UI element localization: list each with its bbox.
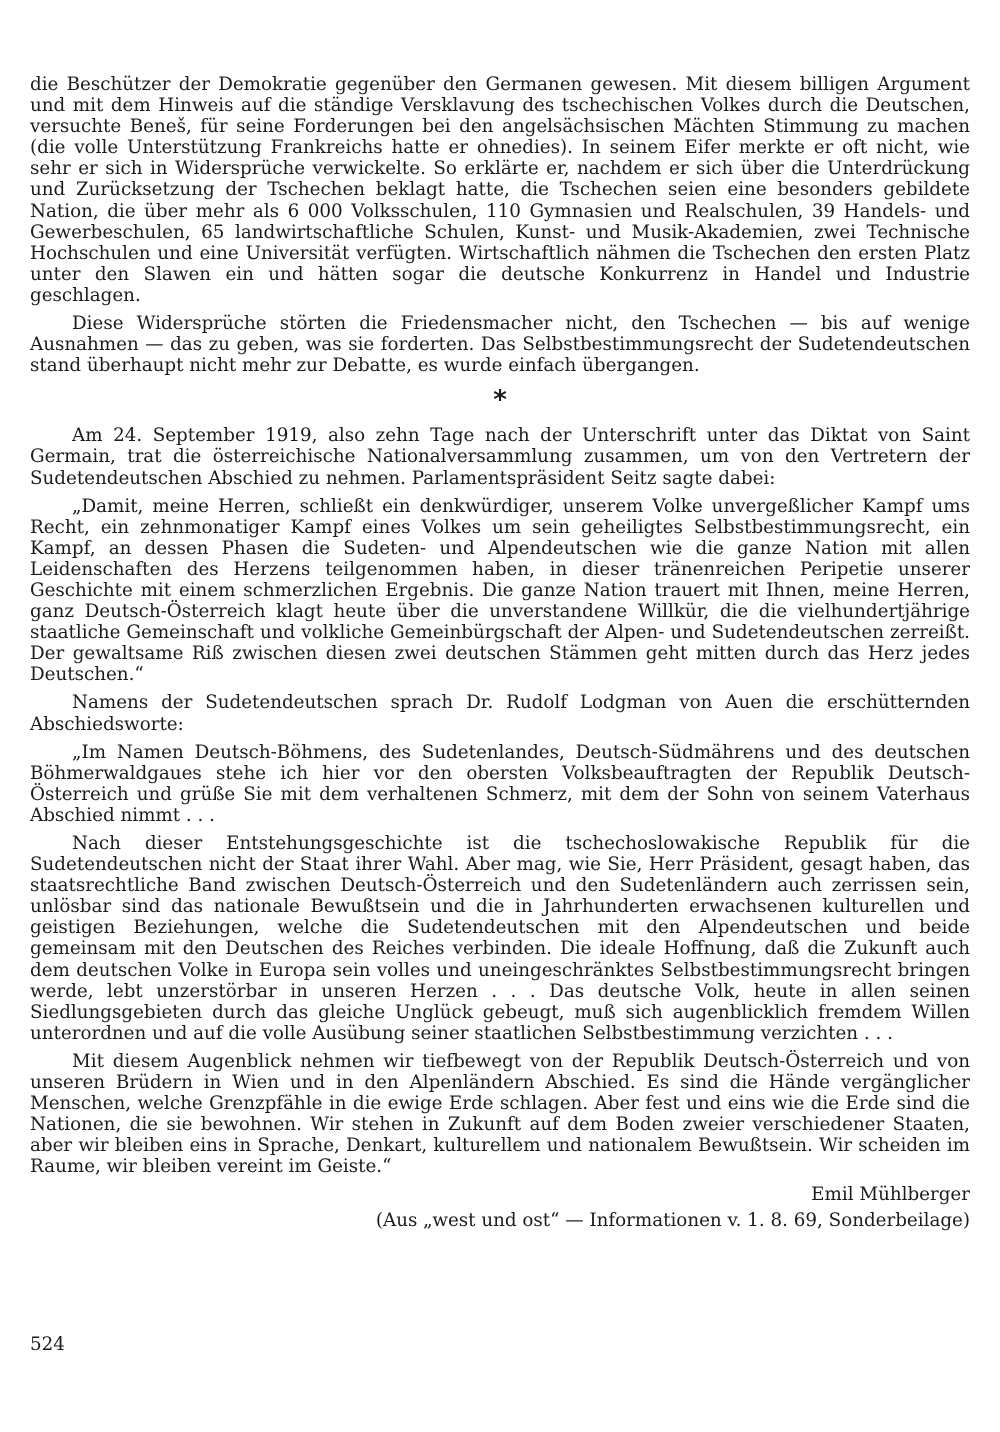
quote-lodgman-1: „Im Namen Deutsch-Böhmens, des Sudetenlandes, Deutsch-Südmährens und des deutschen Böhmerwaldgaues stehe ich hier vor den obersten Volksbeauftragten der Republik Deutsch-Österreich und grüße Sie mit dem verhaltenen Schmerz, mit dem der Sohn von seinem Vaterhaus Abschied nimmt . . . (30, 741, 970, 826)
document-page (30, 74, 970, 1231)
section-separator-asterisk: * (493, 385, 507, 416)
author-signature: Emil Mühlberger (811, 1183, 970, 1205)
paragraph-5: Namens der Sudetendeutschen sprach Dr. Rudolf Lodgman von Auen die erschütternden Abschiedsworte: (30, 692, 970, 735)
quote-lodgman-2: Nach dieser Entstehungsgeschichte ist die tschechoslowakische Republik für die Sudetendeutschen nicht der Staat ihrer Wahl. Aber mag, wie Sie, Herr Präsident, gesagt haben, das staatsrechtliche Band zwischen Deutsch-Österreich und den Sudetenländern auch zerrissen sein, unlösbar sind das nationale Bewußtsein und die in Jahrhunderten erwachsenen kulturellen und geistigen Beziehungen, welche die Sudetendeutschen mit den Alpendeutschen und beide gemeinsam mit den Deutschen des Reiches verbinden. Die ideale Hoffnung, daß die Zukunft auch dem deutschen Volke in Europa sein volles und uneingeschränktes Selbstbestimmungsrecht bringen werde, lebt unzerstörbar in unseren Herzen . . . Das deutsche Volk, heute in allen seinen Siedlungsgebieten durch das gleiche Unglück gebeugt, muß sich augenblicklich fremdem Willen unterordnen und auf die volle Ausübung seiner staatlichen Selbstbestimmung verzichten . . . (30, 833, 970, 1044)
quote-seitz: „Damit, meine Herren, schließt ein denkwürdiger, unserem Volke unvergeßlicher Kampf ums Recht, ein zehnmonatiger Kampf eines Volkes um sein geheiligtes Selbstbestimmungsrecht, ein Kampf, an dessen Phasen die Sudeten- und Alpendeutschen wie die ganze Nation mit allen Leidenschaften des Herzens teilgenommen haben, in dieser tränenreichen Peripetie unserer Geschichte mit einem schmerzlichen Ergebnis. Die ganze Nation trauert mit Ihnen, meine Herren, ganz Deutsch-Österreich klagt heute über die unverstandene Willkür, die die vielhundertjährige staatliche Gemeinschaft und volkliche Gemeinbürgschaft der Alpen- und Sudetendeutschen zerreißt. Der gewaltsame Riß zwischen diesen zwei deutschen Stämmen geht mitten durch das Herz jedes Deutschen.“ (30, 495, 970, 686)
paragraph-3: Am 24. September 1919, also zehn Tage nach der Unterschrift unter das Diktat von Saint Germain, trat die österreichische Nationalversammlung zusammen, um von den Vertretern der Sudetendeutschen Abschied zu nehmen. Parlamentspräsident Seitz sagte dabei: (30, 425, 970, 489)
page-number: 524 (30, 1334, 65, 1355)
paragraph-2: Diese Widersprüche störten die Friedensmacher nicht, den Tschechen — bis auf wenige Ausnahmen — das zu geben, was sie forderten. Das Selbstbestimmungsrecht der Sudetendeutschen stand überhaupt nicht mehr zur Debatte, es wurde einfach übergangen. (30, 313, 970, 377)
paragraph-1: die Beschützer der Demokratie gegenüber den Germanen gewesen. Mit diesem billigen Argument und mit dem Hinweis auf die ständige Versklavung des tschechischen Volkes durch die Deutschen, versuchte Beneš, für seine Forderungen bei den angelsächsischen Mächten Stimmung zu machen (die volle Unterstützung Frankreichs hatte er ohnedies). In seinem Eifer merkte er oft nicht, wie sehr er sich in Widersprüche verwickelte. So erklärte er, nachdem er sich über die Unterdrückung und Zurücksetzung der Tschechen beklagt hatte, die Tschechen seien eine besonders gebildete Nation, die über mehr als 6 000 Volksschulen, 110 Gymnasien und Realschulen, 39 Handels- und Gewerbeschulen, 65 landwirtschaftliche Schulen, Kunst- und Musik-Akademien, zwei Technische Hochschulen und eine Universität verfügten. Wirtschaftlich nähmen die Tschechen den ersten Platz unter den Slawen ein und hätten sogar die deutsche Konkurrenz in Handel und Industrie geschlagen. (30, 74, 970, 306)
source-citation: (Aus „west und ost“ — Informationen v. 1. 8. 69, Sonderbeilage) (375, 1209, 970, 1231)
quote-lodgman-3: Mit diesem Augenblick nehmen wir tiefbewegt von der Republik Deutsch-Österreich und von unseren Brüdern in Wien und in den Alpenländern Abschied. Es sind die Hände vergänglicher Menschen, welche Grenzpfähle in die ewige Erde schlagen. Aber fest und eins wie die Erde sind die Nationen, die sie bewohnen. Wir stehen in Zukunft auf dem Boden zweier verschiedener Staaten, aber wir bleiben eins in Sprache, Denkart, kulturellem und nationalem Bewußtsein. Wir scheiden im Raume, wir bleiben vereint im Geiste.“ (30, 1050, 970, 1178)
